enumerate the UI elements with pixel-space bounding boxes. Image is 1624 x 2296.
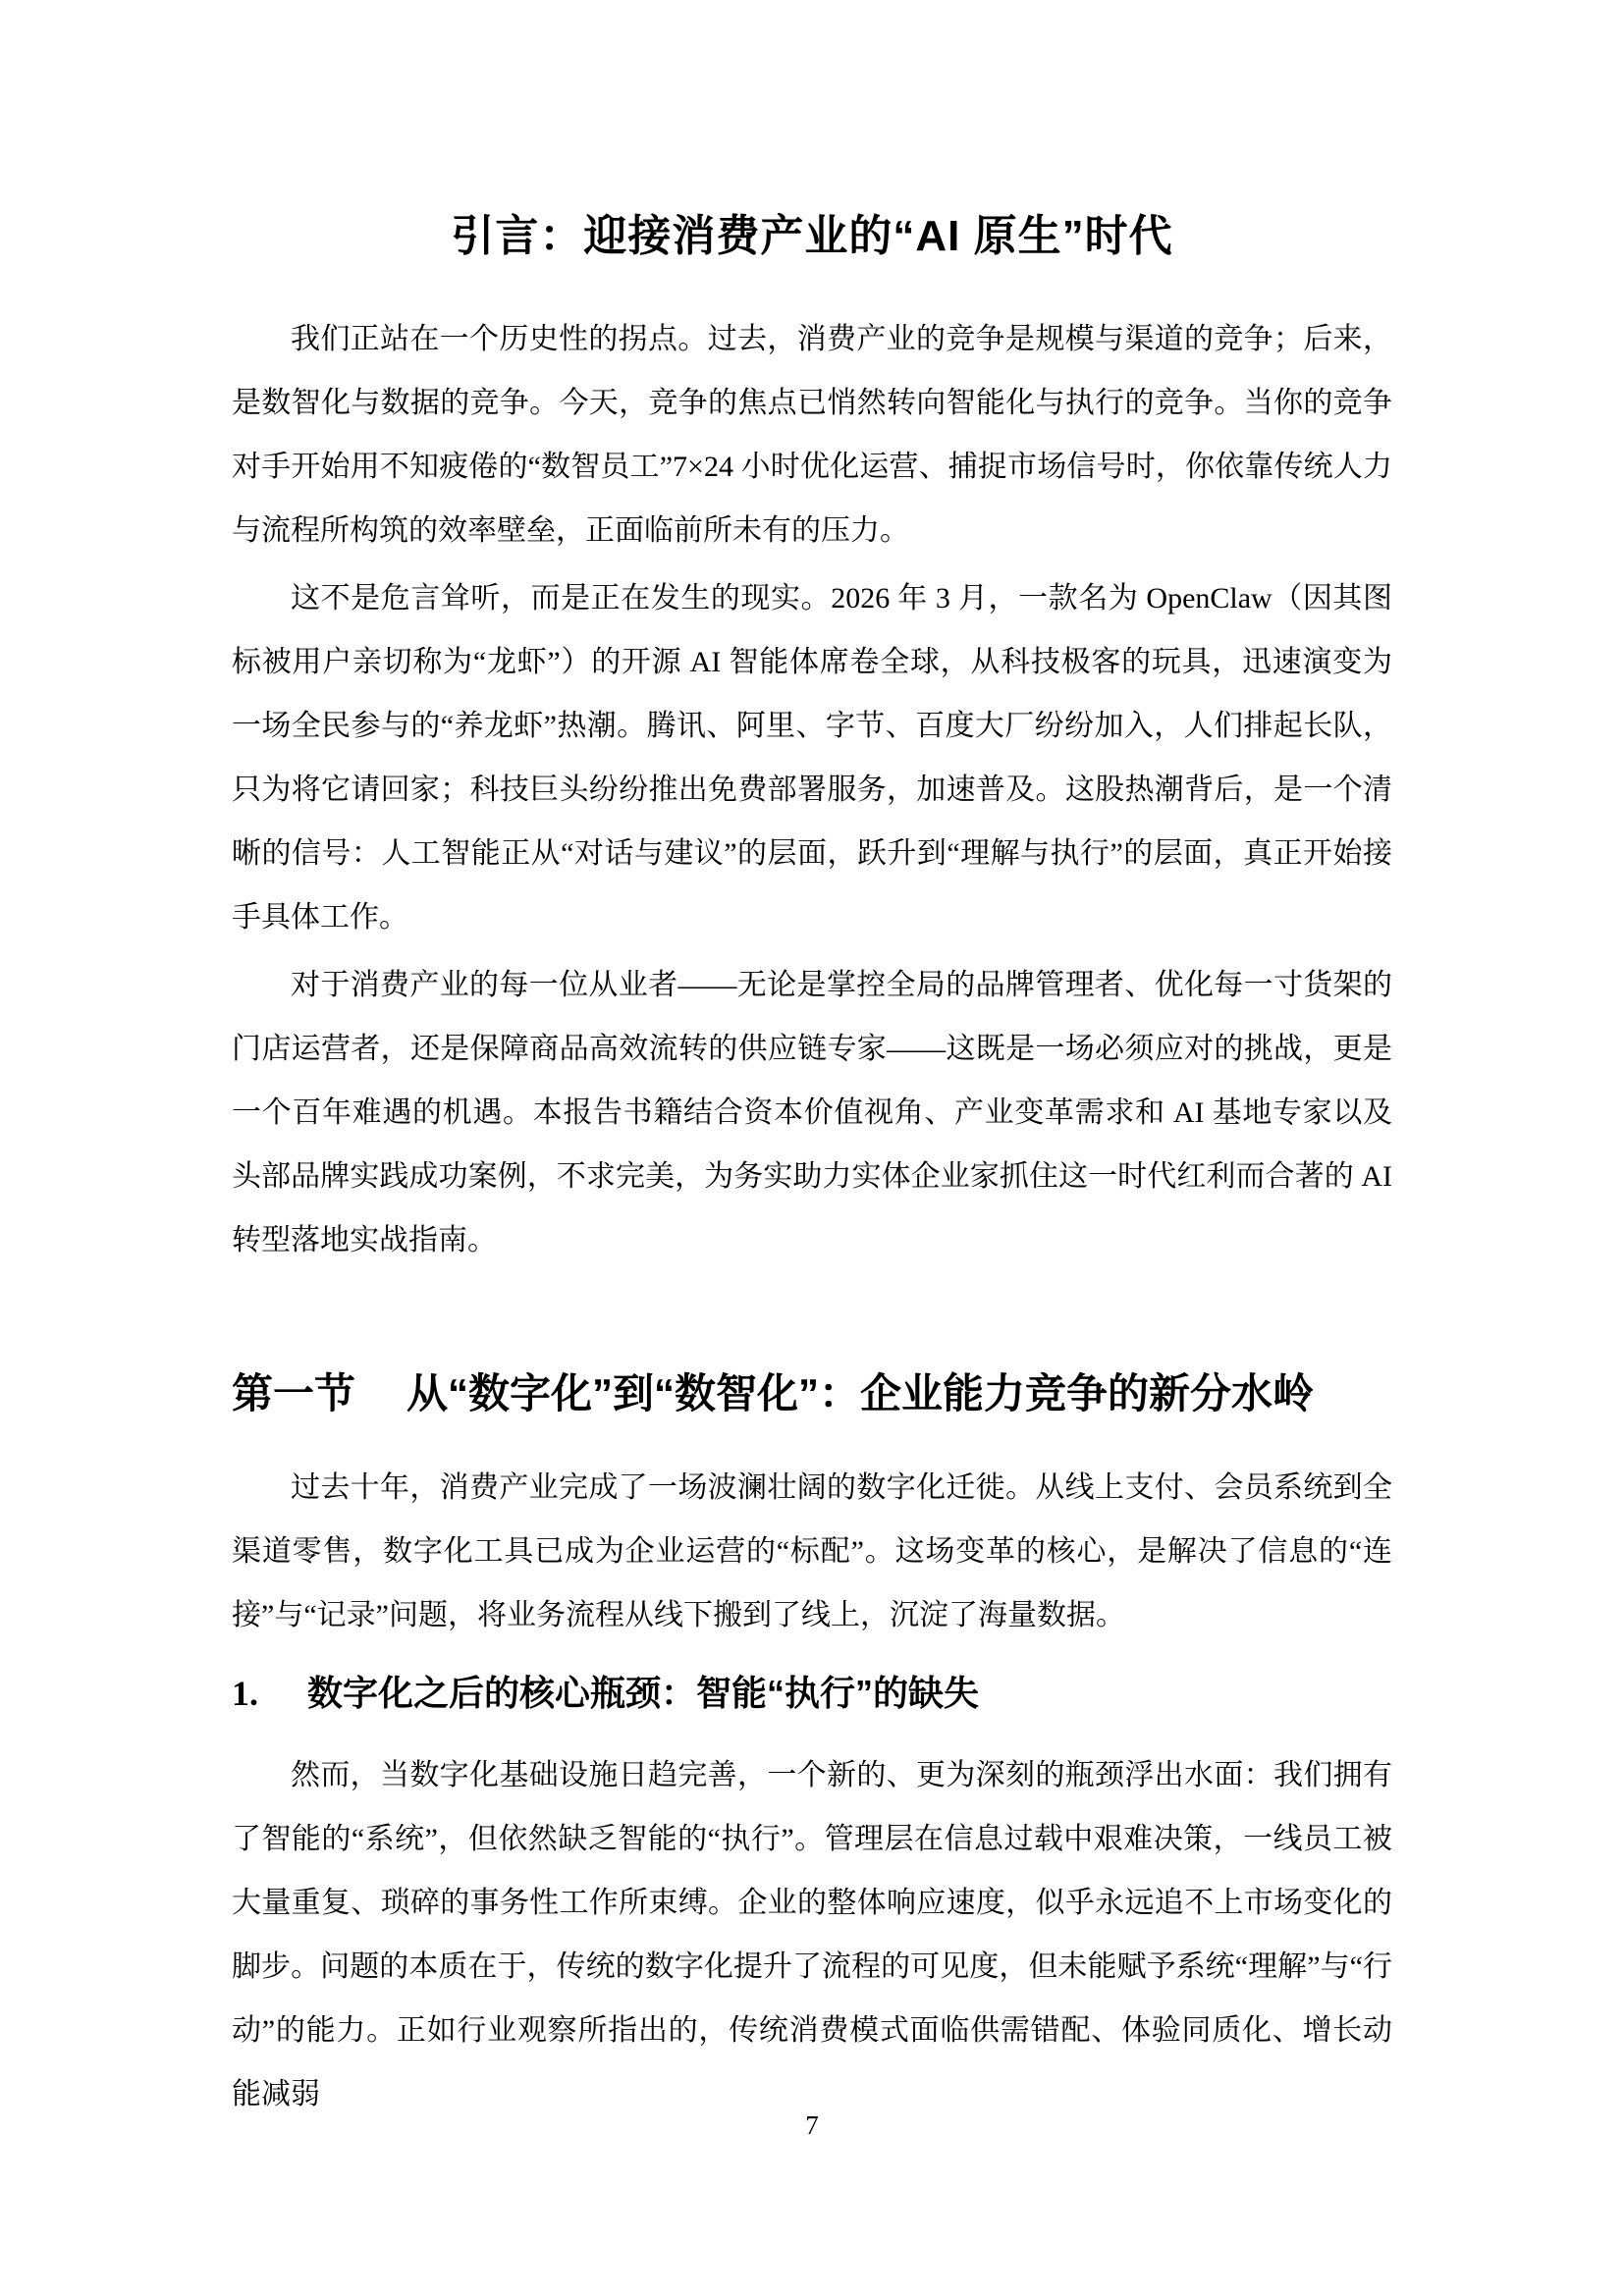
intro-paragraph-3: 对于消费产业的每一位从业者——无论是掌控全局的品牌管理者、优化每一寸货架的门店运营者，还是保障商品高效流转的供应链专家——这既是一场必须应对的挑战，更是一个百年难遇的机遇。本报告书籍结合资本价值视角、产业变革需求和 AI 基地专家以及头部品牌实践成功案例，不求完美，为务实助力实体企业家抓住这一时代红利而合著的 AI 转型落地实战指南。	[232, 969, 1392, 1256]
section-heading	[232, 1364, 1392, 1423]
subsection-title: 数字化之后的核心瓶颈：智能“执行”的缺失	[307, 1673, 980, 1713]
subsection-heading	[232, 1666, 1392, 1721]
subsection-number: 1.	[232, 1674, 258, 1713]
page-content	[232, 0, 1392, 2126]
document-title: 引言：迎接消费产业的“AI 原生”时代	[451, 212, 1173, 260]
page-number: 7	[805, 2110, 819, 2140]
section-number: 第一节	[232, 1370, 356, 1416]
intro-paragraph-1: 我们正站在一个历史性的拐点。过去，消费产业的竞争是规模与渠道的竞争；后来，是数智化与数据的竞争。今天，竞争的焦点已悄然转向智能化与执行的竞争。当你的竞争对手开始用不知疲倦的“数智员工”7×24 小时优化运营、捕捉市场信号时，你依靠传统人力与流程所构筑的效率壁垒，正面临前所未有的压力。	[232, 323, 1392, 547]
section-lead-paragraph: 过去十年，消费产业完成了一场波澜壮阔的数字化迁徙。从线上支付、会员系统到全渠道零售，数字化工具已成为企业运营的“标配”。这场变革的核心，是解决了信息的“连接”与“记录”问题，将业务流程从线下搬到了线上，沉淀了海量数据。	[232, 1471, 1392, 1631]
intro-paragraph-2: 这不是危言耸听，而是正在发生的现实。2026 年 3 月，一款名为 OpenClaw（因其图标被用户亲切称为“龙虾”）的开源 AI 智能体席卷全球，从科技极客的玩具，迅速演变为一场全民参与的“养龙虾”热潮。腾讯、阿里、字节、百度大厂纷纷加入，人们排起长队，只为将它请回家；科技巨头纷纷推出免费部署服务，加速普及。这股热潮背后，是一个清晰的信号：人工智能正从“对话与建议”的层面，跃升到“理解与执行”的层面，真正开始接手具体工作。	[232, 582, 1392, 934]
section-title: 从“数字化”到“数智化”：企业能力竞争的新分水岭	[406, 1370, 1315, 1416]
section-body-paragraph: 然而，当数字化基础设施日趋完善，一个新的、更为深刻的瓶颈浮出水面：我们拥有了智能的“系统”，但依然缺乏智能的“执行”。管理层在信息过载中艰难决策，一线员工被大量重复、琐碎的事务性工作所束缚。企业的整体响应速度，似乎永远追不上市场变化的脚步。问题的本质在于，传统的数字化提升了流程的可见度，但未能赋予系统“理解”与“行动”的能力。正如行业观察所指出的，传统消费模式面临供需错配、体验同质化、增长动能减弱	[232, 1759, 1392, 2110]
